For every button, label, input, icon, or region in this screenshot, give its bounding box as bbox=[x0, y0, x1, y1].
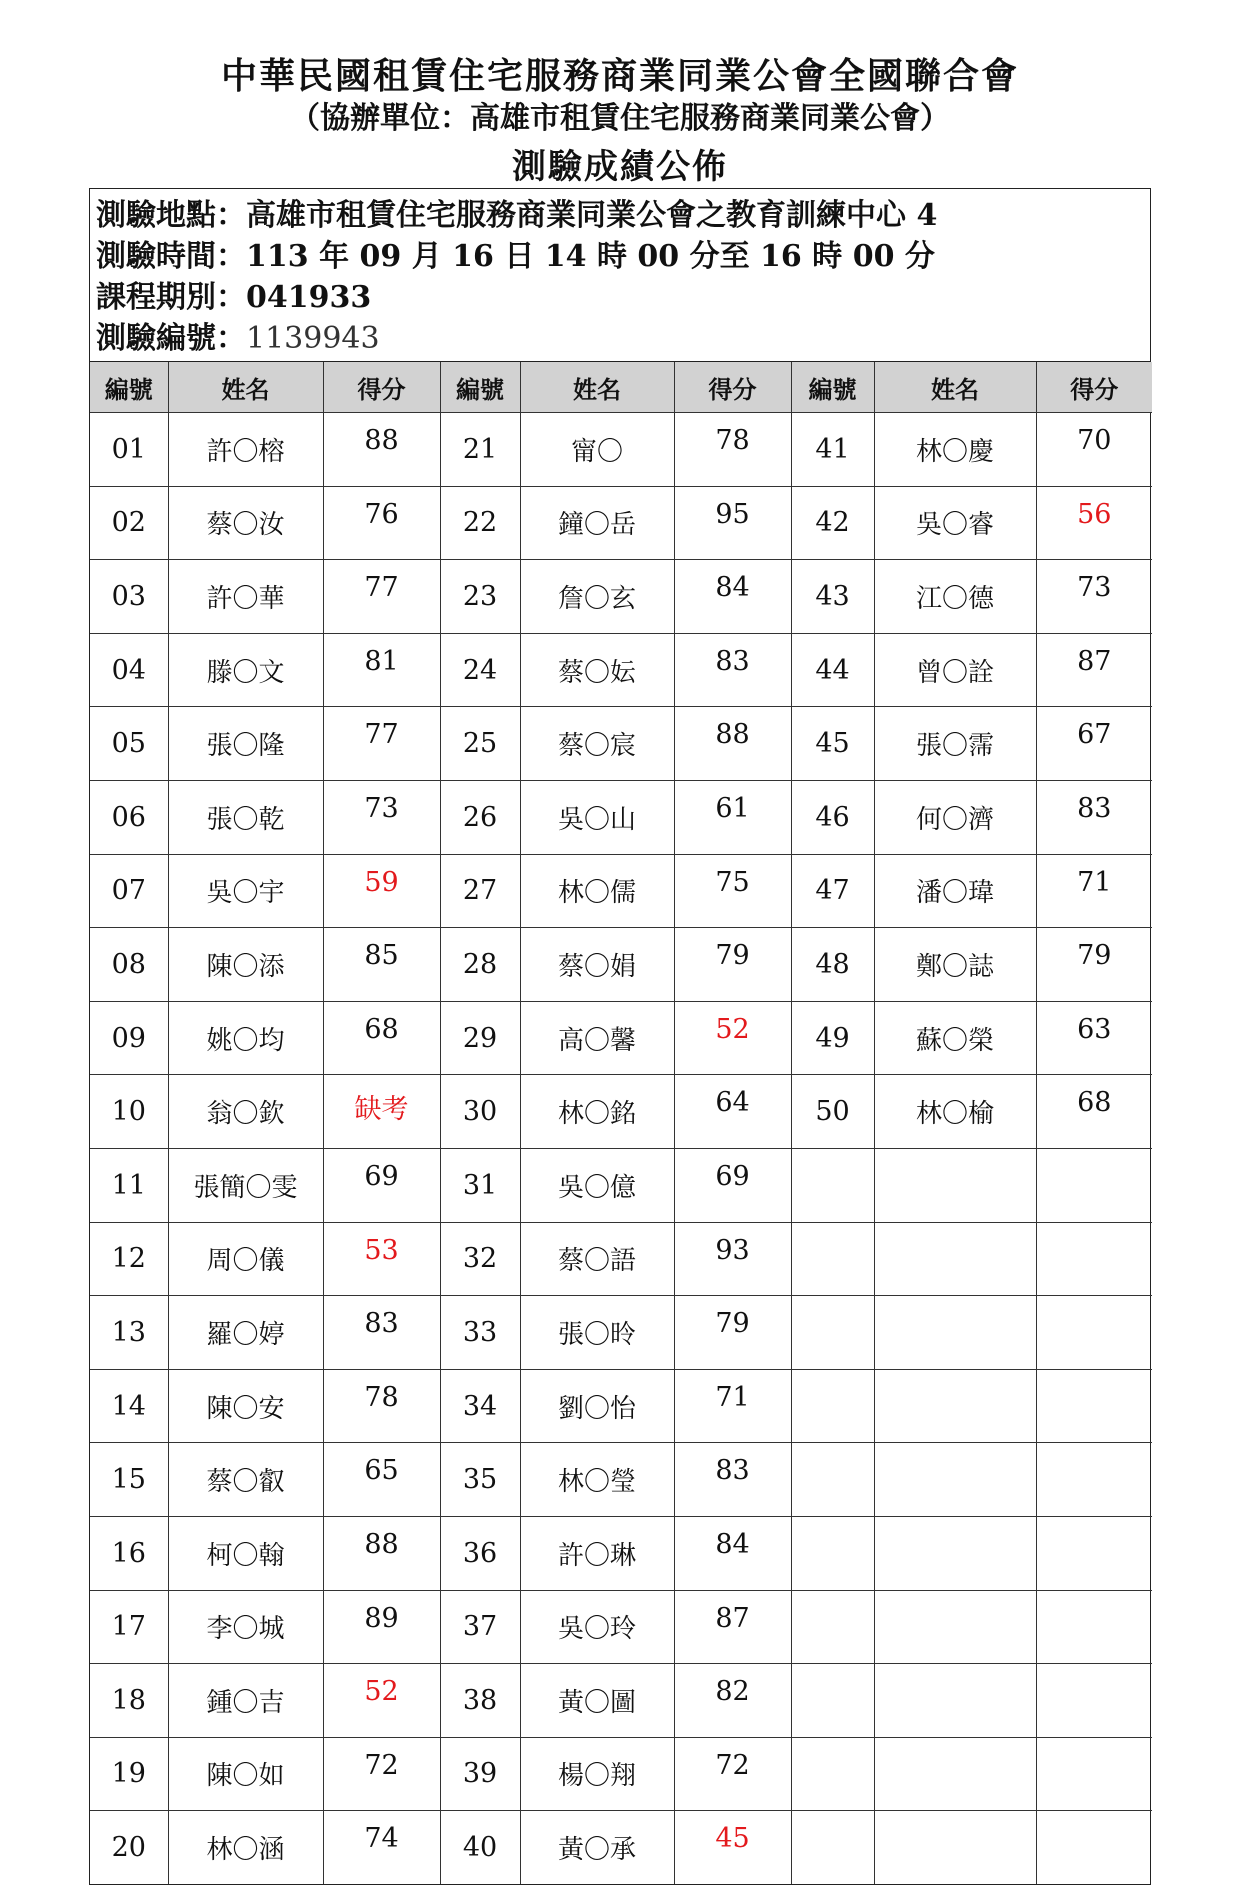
score-cell: 61 bbox=[674, 780, 791, 854]
name-cell: 張〇乾 bbox=[168, 780, 323, 854]
id-cell: 07 bbox=[90, 854, 168, 928]
name-cell: 鄭〇誌 bbox=[874, 928, 1036, 1002]
table-row bbox=[90, 1001, 1152, 1075]
score-cell: 63 bbox=[1036, 1001, 1152, 1075]
location-label: 測驗地點： bbox=[96, 198, 246, 233]
score-cell: 84 bbox=[674, 560, 791, 634]
score-cell bbox=[1036, 1590, 1152, 1664]
table-row bbox=[90, 413, 1152, 487]
name-cell bbox=[874, 1590, 1036, 1664]
score-cell: 79 bbox=[674, 1296, 791, 1370]
name-cell: 吳〇玲 bbox=[520, 1590, 674, 1664]
name-cell: 林〇涵 bbox=[168, 1811, 323, 1884]
id-cell: 22 bbox=[440, 486, 520, 560]
name-cell: 周〇儀 bbox=[168, 1222, 323, 1296]
name-cell: 吳〇睿 bbox=[874, 486, 1036, 560]
id-cell: 05 bbox=[90, 707, 168, 781]
score-cell: 69 bbox=[674, 1148, 791, 1222]
name-cell bbox=[874, 1516, 1036, 1590]
score-cell: 68 bbox=[323, 1001, 440, 1075]
id-cell: 44 bbox=[791, 633, 874, 707]
table-header-row bbox=[90, 362, 1152, 413]
table-row bbox=[90, 854, 1152, 928]
name-cell: 張〇霈 bbox=[874, 707, 1036, 781]
name-cell: 劉〇怡 bbox=[520, 1369, 674, 1443]
score-cell: 52 bbox=[674, 1001, 791, 1075]
name-cell bbox=[874, 1443, 1036, 1517]
id-cell: 38 bbox=[440, 1664, 520, 1738]
score-cell: 56 bbox=[1036, 486, 1152, 560]
id-cell: 10 bbox=[90, 1075, 168, 1149]
id-cell: 35 bbox=[440, 1443, 520, 1517]
table-row bbox=[90, 1443, 1152, 1517]
name-cell: 潘〇瑋 bbox=[874, 854, 1036, 928]
id-cell: 42 bbox=[791, 486, 874, 560]
score-cell: 59 bbox=[323, 854, 440, 928]
id-cell: 08 bbox=[90, 928, 168, 1002]
id-cell bbox=[791, 1516, 874, 1590]
id-cell: 11 bbox=[90, 1148, 168, 1222]
id-cell: 41 bbox=[791, 413, 874, 487]
score-cell: 75 bbox=[674, 854, 791, 928]
header-score-1: 得分 bbox=[323, 362, 440, 413]
id-cell: 43 bbox=[791, 560, 874, 634]
title-block bbox=[0, 52, 1240, 192]
name-cell bbox=[874, 1664, 1036, 1738]
id-cell: 03 bbox=[90, 560, 168, 634]
id-cell: 31 bbox=[440, 1148, 520, 1222]
name-cell bbox=[874, 1222, 1036, 1296]
table-row bbox=[90, 1296, 1152, 1370]
score-cell: 89 bbox=[323, 1590, 440, 1664]
score-cell bbox=[1036, 1296, 1152, 1370]
name-cell: 曾〇詮 bbox=[874, 633, 1036, 707]
score-cell: 72 bbox=[323, 1737, 440, 1811]
score-cell: 87 bbox=[674, 1590, 791, 1664]
table-row bbox=[90, 486, 1152, 560]
name-cell: 高〇馨 bbox=[520, 1001, 674, 1075]
score-cell: 71 bbox=[1036, 854, 1152, 928]
score-cell: 73 bbox=[1036, 560, 1152, 634]
name-cell: 柯〇翰 bbox=[168, 1516, 323, 1590]
co-organizer: （協辦單位：高雄市租賃住宅服務商業同業公會） bbox=[290, 101, 950, 136]
score-cell: 78 bbox=[323, 1369, 440, 1443]
id-cell: 17 bbox=[90, 1590, 168, 1664]
name-cell: 黃〇承 bbox=[520, 1811, 674, 1884]
name-cell: 陳〇如 bbox=[168, 1737, 323, 1811]
name-cell: 蔡〇叡 bbox=[168, 1443, 323, 1517]
name-cell: 蔡〇妘 bbox=[520, 633, 674, 707]
score-cell: 74 bbox=[323, 1811, 440, 1884]
score-cell bbox=[1036, 1516, 1152, 1590]
score-cell: 83 bbox=[1036, 780, 1152, 854]
name-cell: 林〇慶 bbox=[874, 413, 1036, 487]
id-cell: 30 bbox=[440, 1075, 520, 1149]
name-cell: 鍾〇吉 bbox=[168, 1664, 323, 1738]
score-cell: 83 bbox=[674, 633, 791, 707]
id-cell: 19 bbox=[90, 1737, 168, 1811]
id-cell: 24 bbox=[440, 633, 520, 707]
id-cell bbox=[791, 1369, 874, 1443]
name-cell: 詹〇玄 bbox=[520, 560, 674, 634]
id-cell: 37 bbox=[440, 1590, 520, 1664]
exam-number-value: 1139943 bbox=[246, 321, 380, 356]
name-cell bbox=[874, 1811, 1036, 1884]
header-name-3: 姓名 bbox=[874, 362, 1036, 413]
score-cell: 64 bbox=[674, 1075, 791, 1149]
info-panel bbox=[90, 189, 1150, 362]
id-cell: 29 bbox=[440, 1001, 520, 1075]
score-cell: 85 bbox=[323, 928, 440, 1002]
header-id-3: 編號 bbox=[791, 362, 874, 413]
header-name-1: 姓名 bbox=[168, 362, 323, 413]
score-cell: 69 bbox=[323, 1148, 440, 1222]
score-cell: 95 bbox=[674, 486, 791, 560]
score-cell: 83 bbox=[674, 1443, 791, 1517]
table-row bbox=[90, 1369, 1152, 1443]
id-cell bbox=[791, 1664, 874, 1738]
id-cell: 46 bbox=[791, 780, 874, 854]
id-cell: 13 bbox=[90, 1296, 168, 1370]
score-cell: 83 bbox=[323, 1296, 440, 1370]
id-cell: 48 bbox=[791, 928, 874, 1002]
page-title: 測驗成績公佈 bbox=[512, 147, 728, 187]
name-cell: 許〇榕 bbox=[168, 413, 323, 487]
name-cell: 吳〇山 bbox=[520, 780, 674, 854]
name-cell: 許〇華 bbox=[168, 560, 323, 634]
score-cell bbox=[1036, 1737, 1152, 1811]
time-value: 113 年 09 月 16 日 14 時 00 分至 16 時 00 分 bbox=[246, 239, 935, 274]
id-cell: 39 bbox=[440, 1737, 520, 1811]
score-cell: 65 bbox=[323, 1443, 440, 1517]
score-cell: 82 bbox=[674, 1664, 791, 1738]
id-cell bbox=[791, 1148, 874, 1222]
time-line bbox=[96, 236, 1144, 277]
id-cell: 32 bbox=[440, 1222, 520, 1296]
id-cell: 40 bbox=[440, 1811, 520, 1884]
score-cell: 77 bbox=[323, 707, 440, 781]
id-cell bbox=[791, 1737, 874, 1811]
score-table bbox=[90, 362, 1152, 1884]
id-cell: 12 bbox=[90, 1222, 168, 1296]
id-cell: 27 bbox=[440, 854, 520, 928]
score-cell: 88 bbox=[674, 707, 791, 781]
course-line bbox=[96, 277, 1144, 318]
table-row bbox=[90, 707, 1152, 781]
score-cell: 72 bbox=[674, 1737, 791, 1811]
name-cell bbox=[874, 1148, 1036, 1222]
header-id-1: 編號 bbox=[90, 362, 168, 413]
course-value: 041933 bbox=[246, 280, 372, 315]
id-cell: 02 bbox=[90, 486, 168, 560]
name-cell: 吳〇宇 bbox=[168, 854, 323, 928]
id-cell: 15 bbox=[90, 1443, 168, 1517]
name-cell: 林〇儒 bbox=[520, 854, 674, 928]
name-cell bbox=[874, 1296, 1036, 1370]
id-cell bbox=[791, 1443, 874, 1517]
score-cell: 81 bbox=[323, 633, 440, 707]
score-cell: 73 bbox=[323, 780, 440, 854]
id-cell: 26 bbox=[440, 780, 520, 854]
exam-line bbox=[96, 318, 1144, 359]
id-cell: 33 bbox=[440, 1296, 520, 1370]
id-cell: 09 bbox=[90, 1001, 168, 1075]
id-cell: 49 bbox=[791, 1001, 874, 1075]
score-cell: 84 bbox=[674, 1516, 791, 1590]
score-cell: 缺考 bbox=[323, 1075, 440, 1149]
table-row bbox=[90, 1075, 1152, 1149]
name-cell: 何〇濟 bbox=[874, 780, 1036, 854]
score-cell: 88 bbox=[323, 413, 440, 487]
id-cell: 20 bbox=[90, 1811, 168, 1884]
location-line bbox=[96, 195, 1144, 236]
score-cell: 71 bbox=[674, 1369, 791, 1443]
name-cell: 蔡〇汝 bbox=[168, 486, 323, 560]
name-cell: 陳〇安 bbox=[168, 1369, 323, 1443]
exam-label: 測驗編號： bbox=[96, 321, 246, 356]
name-cell: 姚〇均 bbox=[168, 1001, 323, 1075]
score-cell bbox=[1036, 1664, 1152, 1738]
id-cell bbox=[791, 1296, 874, 1370]
table-row bbox=[90, 633, 1152, 707]
name-cell bbox=[874, 1737, 1036, 1811]
time-label: 測驗時間： bbox=[96, 239, 246, 274]
id-cell bbox=[791, 1590, 874, 1664]
score-cell bbox=[1036, 1811, 1152, 1884]
name-cell: 蔡〇語 bbox=[520, 1222, 674, 1296]
name-cell: 羅〇婷 bbox=[168, 1296, 323, 1370]
name-cell: 翁〇欽 bbox=[168, 1075, 323, 1149]
score-cell: 77 bbox=[323, 560, 440, 634]
score-cell: 78 bbox=[674, 413, 791, 487]
name-cell: 蔡〇娟 bbox=[520, 928, 674, 1002]
course-label: 課程期別： bbox=[96, 280, 246, 315]
score-cell: 79 bbox=[674, 928, 791, 1002]
table-row bbox=[90, 928, 1152, 1002]
id-cell: 25 bbox=[440, 707, 520, 781]
name-cell: 林〇榆 bbox=[874, 1075, 1036, 1149]
score-cell: 68 bbox=[1036, 1075, 1152, 1149]
header-score-3: 得分 bbox=[1036, 362, 1152, 413]
score-cell: 93 bbox=[674, 1222, 791, 1296]
id-cell: 16 bbox=[90, 1516, 168, 1590]
name-cell: 滕〇文 bbox=[168, 633, 323, 707]
name-cell: 張〇隆 bbox=[168, 707, 323, 781]
header-score-2: 得分 bbox=[674, 362, 791, 413]
location-value: 高雄市租賃住宅服務商業同業公會之教育訓練中心 4 bbox=[246, 198, 938, 233]
score-cell: 53 bbox=[323, 1222, 440, 1296]
id-cell: 14 bbox=[90, 1369, 168, 1443]
name-cell: 鐘〇岳 bbox=[520, 486, 674, 560]
id-cell: 28 bbox=[440, 928, 520, 1002]
id-cell: 36 bbox=[440, 1516, 520, 1590]
results-sheet bbox=[89, 188, 1151, 1885]
name-cell: 蘇〇榮 bbox=[874, 1001, 1036, 1075]
id-cell bbox=[791, 1811, 874, 1884]
header-name-2: 姓名 bbox=[520, 362, 674, 413]
id-cell: 06 bbox=[90, 780, 168, 854]
table-row bbox=[90, 1590, 1152, 1664]
table-row bbox=[90, 1811, 1152, 1884]
id-cell: 21 bbox=[440, 413, 520, 487]
score-cell: 88 bbox=[323, 1516, 440, 1590]
name-cell bbox=[874, 1369, 1036, 1443]
id-cell: 45 bbox=[791, 707, 874, 781]
id-cell: 34 bbox=[440, 1369, 520, 1443]
name-cell: 張簡〇雯 bbox=[168, 1148, 323, 1222]
score-cell bbox=[1036, 1443, 1152, 1517]
score-cell: 45 bbox=[674, 1811, 791, 1884]
table-row bbox=[90, 1516, 1152, 1590]
id-cell bbox=[791, 1222, 874, 1296]
score-cell: 70 bbox=[1036, 413, 1152, 487]
name-cell: 陳〇添 bbox=[168, 928, 323, 1002]
score-table-body bbox=[90, 413, 1152, 1884]
table-row bbox=[90, 780, 1152, 854]
id-cell: 23 bbox=[440, 560, 520, 634]
score-cell bbox=[1036, 1369, 1152, 1443]
score-cell: 52 bbox=[323, 1664, 440, 1738]
table-row bbox=[90, 1664, 1152, 1738]
score-cell bbox=[1036, 1148, 1152, 1222]
name-cell: 楊〇翔 bbox=[520, 1737, 674, 1811]
name-cell: 李〇城 bbox=[168, 1590, 323, 1664]
name-cell: 江〇德 bbox=[874, 560, 1036, 634]
table-row bbox=[90, 560, 1152, 634]
name-cell: 黃〇圖 bbox=[520, 1664, 674, 1738]
name-cell: 張〇昤 bbox=[520, 1296, 674, 1370]
score-cell bbox=[1036, 1222, 1152, 1296]
score-cell: 76 bbox=[323, 486, 440, 560]
id-cell: 50 bbox=[791, 1075, 874, 1149]
id-cell: 47 bbox=[791, 854, 874, 928]
name-cell: 吳〇億 bbox=[520, 1148, 674, 1222]
name-cell: 甯〇 bbox=[520, 413, 674, 487]
table-row bbox=[90, 1737, 1152, 1811]
name-cell: 林〇銘 bbox=[520, 1075, 674, 1149]
header-id-2: 編號 bbox=[440, 362, 520, 413]
org-title: 中華民國租賃住宅服務商業同業公會全國聯合會 bbox=[220, 55, 1019, 97]
id-cell: 18 bbox=[90, 1664, 168, 1738]
score-cell: 87 bbox=[1036, 633, 1152, 707]
table-row bbox=[90, 1148, 1152, 1222]
id-cell: 01 bbox=[90, 413, 168, 487]
name-cell: 林〇瑩 bbox=[520, 1443, 674, 1517]
id-cell: 04 bbox=[90, 633, 168, 707]
score-cell: 79 bbox=[1036, 928, 1152, 1002]
table-row bbox=[90, 1222, 1152, 1296]
score-cell: 67 bbox=[1036, 707, 1152, 781]
name-cell: 許〇琳 bbox=[520, 1516, 674, 1590]
name-cell: 蔡〇宸 bbox=[520, 707, 674, 781]
